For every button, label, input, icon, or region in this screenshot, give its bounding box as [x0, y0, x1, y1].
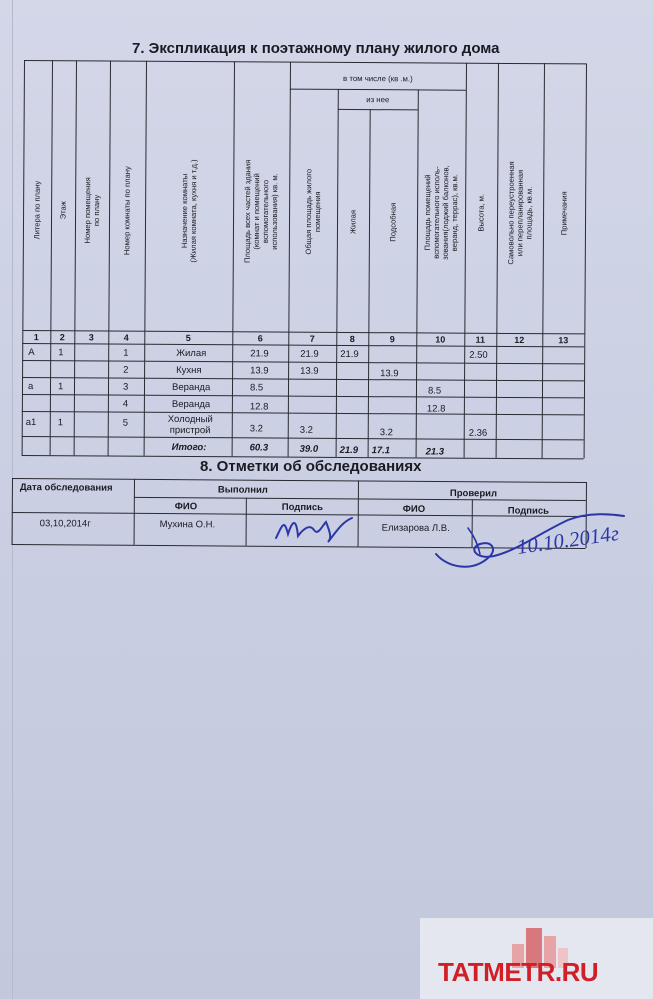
table-cell: Холодный	[167, 413, 213, 426]
section7-title: 7. Экспликация к поэтажному плану жилого дома	[132, 40, 500, 57]
table-cell: 1	[58, 347, 64, 359]
explication-table	[22, 60, 586, 458]
colnum: 1	[33, 332, 39, 343]
watermark-text: TATMETR.RU	[438, 957, 599, 987]
header-zhilaya: Жилая	[348, 209, 358, 235]
table-cell: 2.50	[469, 349, 488, 361]
colnum: 4	[123, 332, 129, 343]
table-cell: 2	[123, 364, 129, 376]
table-cell: Веранда	[171, 398, 211, 411]
table-cell: 8.5	[427, 385, 442, 397]
header-vspomogatelnaya: Площадь помещений вспомогательного исполь- зования(лоджий балконов, веранд, террас), кв.м.	[422, 165, 460, 260]
table-cell: 3.2	[249, 423, 264, 435]
totals-zhilaya: 21.9	[339, 444, 359, 457]
colnum: 8	[349, 333, 355, 345]
header-naznachenie: Назначение комнаты (Жилая комната, кухня и т.д.)	[179, 159, 199, 263]
signature-elizarova	[428, 510, 628, 574]
header-nomer-komnaty: Номер комнаты по плану	[122, 166, 132, 256]
colnum: 3	[88, 332, 94, 343]
header-fio1: ФИО	[174, 501, 198, 513]
table-cell: 3.2	[379, 427, 393, 439]
table-cell: а1	[25, 417, 37, 429]
colnum: 5	[185, 332, 191, 344]
colnum: 9	[389, 334, 395, 345]
table-cell: 12.8	[249, 401, 269, 413]
colnum: 13	[558, 335, 569, 346]
header-proveril: Проверил	[449, 488, 498, 500]
header-samovolno: Самовольно переустроенная или перепланированная площадь, кв.м.	[506, 161, 534, 265]
totals-podsobnaya: 17.1	[371, 445, 391, 457]
table-cell: 3.2	[299, 424, 313, 436]
table-cell: 8.5	[249, 382, 264, 394]
header-obschaya: Общая площадь жилого помещения	[303, 168, 323, 255]
header-podpis1: Подпись	[281, 501, 324, 514]
header-podsobnaya: Подсобная	[388, 202, 398, 242]
colnum: 12	[514, 335, 525, 346]
header-litera: Литера по плану	[32, 180, 42, 240]
totals-label: Итого:	[171, 441, 207, 454]
table-cell: А	[28, 347, 35, 359]
signature-mukhina	[270, 508, 360, 548]
totals-vspom: 21.3	[425, 446, 445, 458]
colnum: 2	[59, 332, 65, 343]
table-cell: 13.9	[380, 368, 399, 380]
table-cell: Веранда	[171, 381, 211, 394]
colnum: 10	[435, 334, 446, 345]
totals-obschaya: 39.0	[299, 443, 319, 455]
inspector-name: Мухина О.Н.	[159, 519, 216, 531]
table-cell: 3	[122, 381, 129, 393]
header-nomer-pomescheniya: Номер помещения по плану	[82, 177, 102, 244]
table-cell: 5	[122, 417, 129, 429]
section8-title: 8. Отметки об обследованиях	[200, 458, 422, 475]
colnum: 11	[475, 334, 486, 345]
table-cell: Жилая	[176, 347, 207, 360]
header-v-tom-chisle: в том числе (кв .м.)	[343, 73, 413, 84]
header-data: Дата обследования	[19, 482, 113, 494]
table-cell: а	[27, 381, 34, 393]
table-cell: 1	[123, 347, 129, 359]
header-primechaniya: Примечания	[559, 191, 569, 236]
inspection-date: 03,10,2014г	[39, 518, 91, 530]
totals-ploschad: 60.3	[249, 442, 269, 454]
table-cell: 4	[122, 398, 129, 410]
table-cell: 21.9	[250, 348, 269, 360]
header-ploschad-vseh: Площадь всех частей здания (комнат и помещений вспомогательного использования) кв. м.	[242, 159, 280, 264]
table-cell: Кухня	[176, 364, 202, 377]
table-cell: 21.9	[340, 348, 359, 361]
colnum: 6	[257, 333, 263, 344]
colnum: 7	[309, 333, 315, 344]
table-cell: 13.9	[250, 365, 269, 377]
table-cell: 2.36	[468, 427, 488, 439]
header-etazh: Этаж	[58, 201, 68, 220]
header-iz-nee: из нее	[366, 95, 390, 105]
header-podpis2: Подпись	[507, 505, 550, 517]
checker-name: Елизарова Л.В.	[381, 522, 450, 535]
table-cell: 13.9	[300, 365, 319, 377]
table-cell: 21.9	[300, 348, 319, 360]
table-cell: пристрой	[169, 424, 211, 437]
header-fio2: ФИО	[402, 503, 426, 515]
table-cell: 1	[57, 381, 64, 393]
table-cell: 1	[57, 417, 64, 429]
table-cell: 12.8	[426, 403, 446, 415]
handwritten-date: 10.10.2014г	[515, 520, 621, 559]
header-vysota: Высота, м.	[476, 193, 486, 232]
header-vypolnil: Выполнил	[217, 484, 268, 496]
